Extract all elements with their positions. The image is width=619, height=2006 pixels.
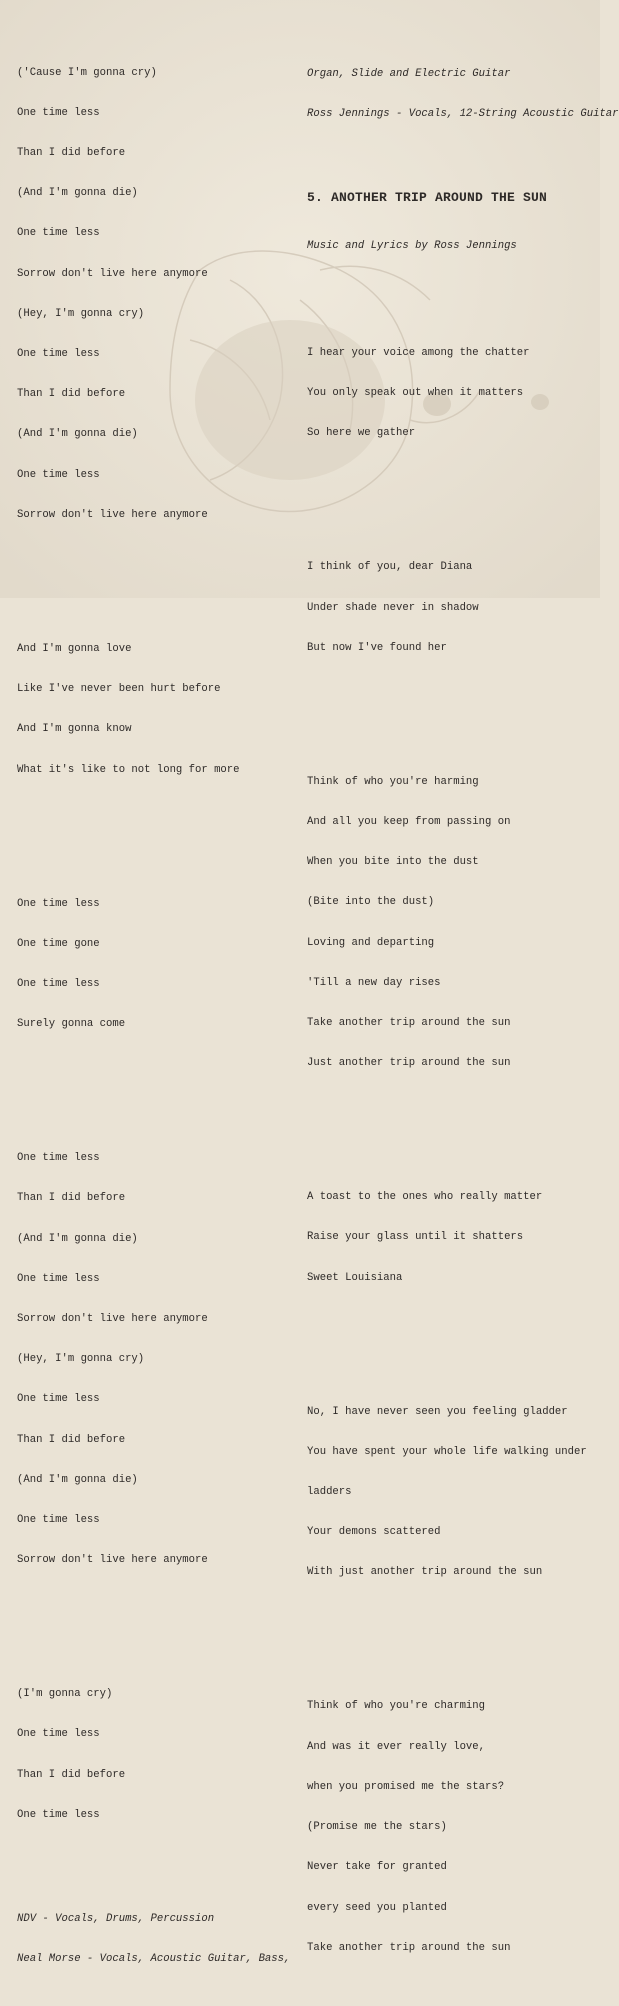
lyric-line: You have spent your whole life walking under: [307, 1445, 587, 1458]
lyric-line: Sorrow don't live here anymore: [17, 267, 208, 280]
lyric-line: One time less: [17, 1728, 100, 1741]
lyric-line: (And I'm gonna die): [17, 428, 138, 441]
lyric-line: Loving and departing: [307, 936, 435, 949]
lyric-line: Sorrow don't live here anymore: [17, 1554, 208, 1567]
lyric-line: One time less: [17, 227, 100, 240]
lyric-line: And I'm gonna love: [17, 642, 132, 655]
lyric-line: (Promise me the stars): [307, 1821, 447, 1834]
lyric-line: (Hey, I'm gonna cry): [17, 1353, 145, 1366]
lyric-line: (Hey, I'm gonna cry): [17, 307, 145, 320]
lyric-line: One time less: [17, 348, 100, 361]
lyric-line: (Bite into the dust): [307, 896, 435, 909]
lyric-line: Never take for granted: [307, 1861, 447, 1874]
lyric-line: Than I did before: [17, 1192, 126, 1205]
lyric-line: One time less: [17, 1514, 100, 1526]
lyric-line: Just another trip around the sun: [307, 1057, 511, 1070]
lyric-line: Take another trip around the sun: [307, 1941, 511, 1954]
musician-credits: [17, 1886, 290, 1993]
credit-line: Organ, Slide and Electric Guitar: [307, 67, 511, 80]
lyric-line: I think of you, dear Diana: [307, 561, 473, 574]
lyric-line: 'Till a new day rises: [307, 976, 441, 989]
lyric-line: You only speak out when it matters: [307, 387, 524, 400]
stanza-2: [307, 535, 619, 682]
song-writer-credit: Music and Lyrics by Ross Jennings: [307, 239, 517, 252]
lyric-line: Raise your glass until it shatters: [307, 1231, 524, 1244]
lyrics-block-c: [17, 871, 290, 1059]
lyric-line: One time less: [17, 1808, 100, 1821]
stanza-4: [307, 1164, 619, 1311]
stanza-1: [307, 320, 619, 467]
lyrics-block-b: [17, 616, 290, 804]
left-lyrics-column: [17, 13, 290, 2006]
lyric-line: I hear your voice among the chatter: [307, 346, 530, 359]
lyric-line: But now I've found her: [307, 641, 447, 654]
stanza-5: [307, 1379, 619, 1607]
lyric-line: (And I'm gonna die): [17, 1473, 138, 1486]
lyric-line: No, I have never seen you feeling gladder: [307, 1405, 568, 1418]
lyric-line: And all you keep from passing on: [307, 815, 511, 828]
stanza-gap: [17, 1085, 290, 1098]
lyric-line: Surely gonna come: [17, 1018, 126, 1031]
lyric-line: One time less: [17, 1272, 100, 1285]
stanza-gap: [307, 1124, 619, 1137]
lyric-line: And I'm gonna know: [17, 723, 132, 736]
lyrics-block-e: [17, 1661, 290, 1849]
lyrics-block-a: [17, 40, 290, 549]
lyric-line: Take another trip around the sun: [307, 1016, 511, 1029]
stanza-gap: [307, 1339, 619, 1352]
lyrics-block-d: [17, 1125, 290, 1594]
song-title: 5. ANOTHER TRIP AROUND THE SUN: [307, 189, 548, 205]
lyric-line: (And I'm gonna die): [17, 187, 138, 200]
stanza-gap: [307, 494, 619, 507]
lyric-line: ('Cause I'm gonna cry): [17, 66, 157, 79]
lyric-line: every seed you planted: [307, 1901, 447, 1914]
lyric-line: Sorrow don't live here anymore: [17, 508, 208, 521]
lyric-line: One time less: [17, 106, 100, 119]
lyric-line: One time less: [17, 1393, 100, 1406]
lyric-line: Like I've never been hurt before: [17, 683, 221, 696]
lyric-line: With just another trip around the sun: [307, 1566, 543, 1579]
lyric-line: Your demons scattered: [307, 1526, 441, 1539]
stanza-gap: [307, 709, 619, 722]
lyric-line: Under shade never in shadow: [307, 601, 479, 614]
lyric-line: Than I did before: [17, 388, 126, 401]
lyric-line: (And I'm gonna die): [17, 1232, 138, 1245]
lyric-line: Sorrow don't live here anymore: [17, 1312, 208, 1325]
lyric-line: One time gone: [17, 937, 100, 950]
credit-line: Neal Morse - Vocals, Acoustic Guitar, Bass,: [17, 1952, 291, 1965]
lyric-line: What it's like to not long for more: [17, 763, 240, 776]
lyric-line: One time less: [17, 897, 100, 910]
lyric-line: And was it ever really love,: [307, 1740, 486, 1753]
top-credits: [307, 41, 619, 148]
stanza-3: [307, 749, 619, 1097]
lyric-line: ladders: [307, 1486, 352, 1499]
right-lyrics-column: [307, 14, 619, 1995]
lyric-line: Think of who you're charming: [307, 1700, 486, 1713]
lyric-line: Than I did before: [17, 1768, 126, 1781]
lyric-line: A toast to the ones who really matter: [307, 1191, 543, 1204]
lyric-line: So here we gather: [307, 427, 416, 440]
lyric-line: One time less: [17, 1152, 100, 1165]
lyric-line: when you promised me the stars?: [307, 1780, 505, 1793]
lyric-line: Sweet Louisiana: [307, 1271, 403, 1284]
credit-line: NDV - Vocals, Drums, Percussion: [17, 1912, 215, 1925]
lyric-line: Than I did before: [17, 147, 126, 160]
stanza-gap: [307, 1633, 619, 1646]
stanza-gap: [17, 1621, 290, 1634]
lyric-line: Think of who you're harming: [307, 775, 479, 788]
lyric-line: When you bite into the dust: [307, 856, 479, 869]
credit-line: Ross Jennings - Vocals, 12-String Acoustic Guitar: [307, 107, 619, 120]
lyric-line: One time less: [17, 468, 100, 481]
lyric-line: Than I did before: [17, 1433, 126, 1446]
lyric-line: One time less: [17, 977, 100, 990]
stanza-gap: [307, 280, 619, 293]
stanza-6: [307, 1674, 619, 1982]
lyric-line: (I'm gonna cry): [17, 1688, 113, 1701]
stanza-gap: [17, 576, 290, 589]
stanza-gap: [17, 831, 290, 844]
